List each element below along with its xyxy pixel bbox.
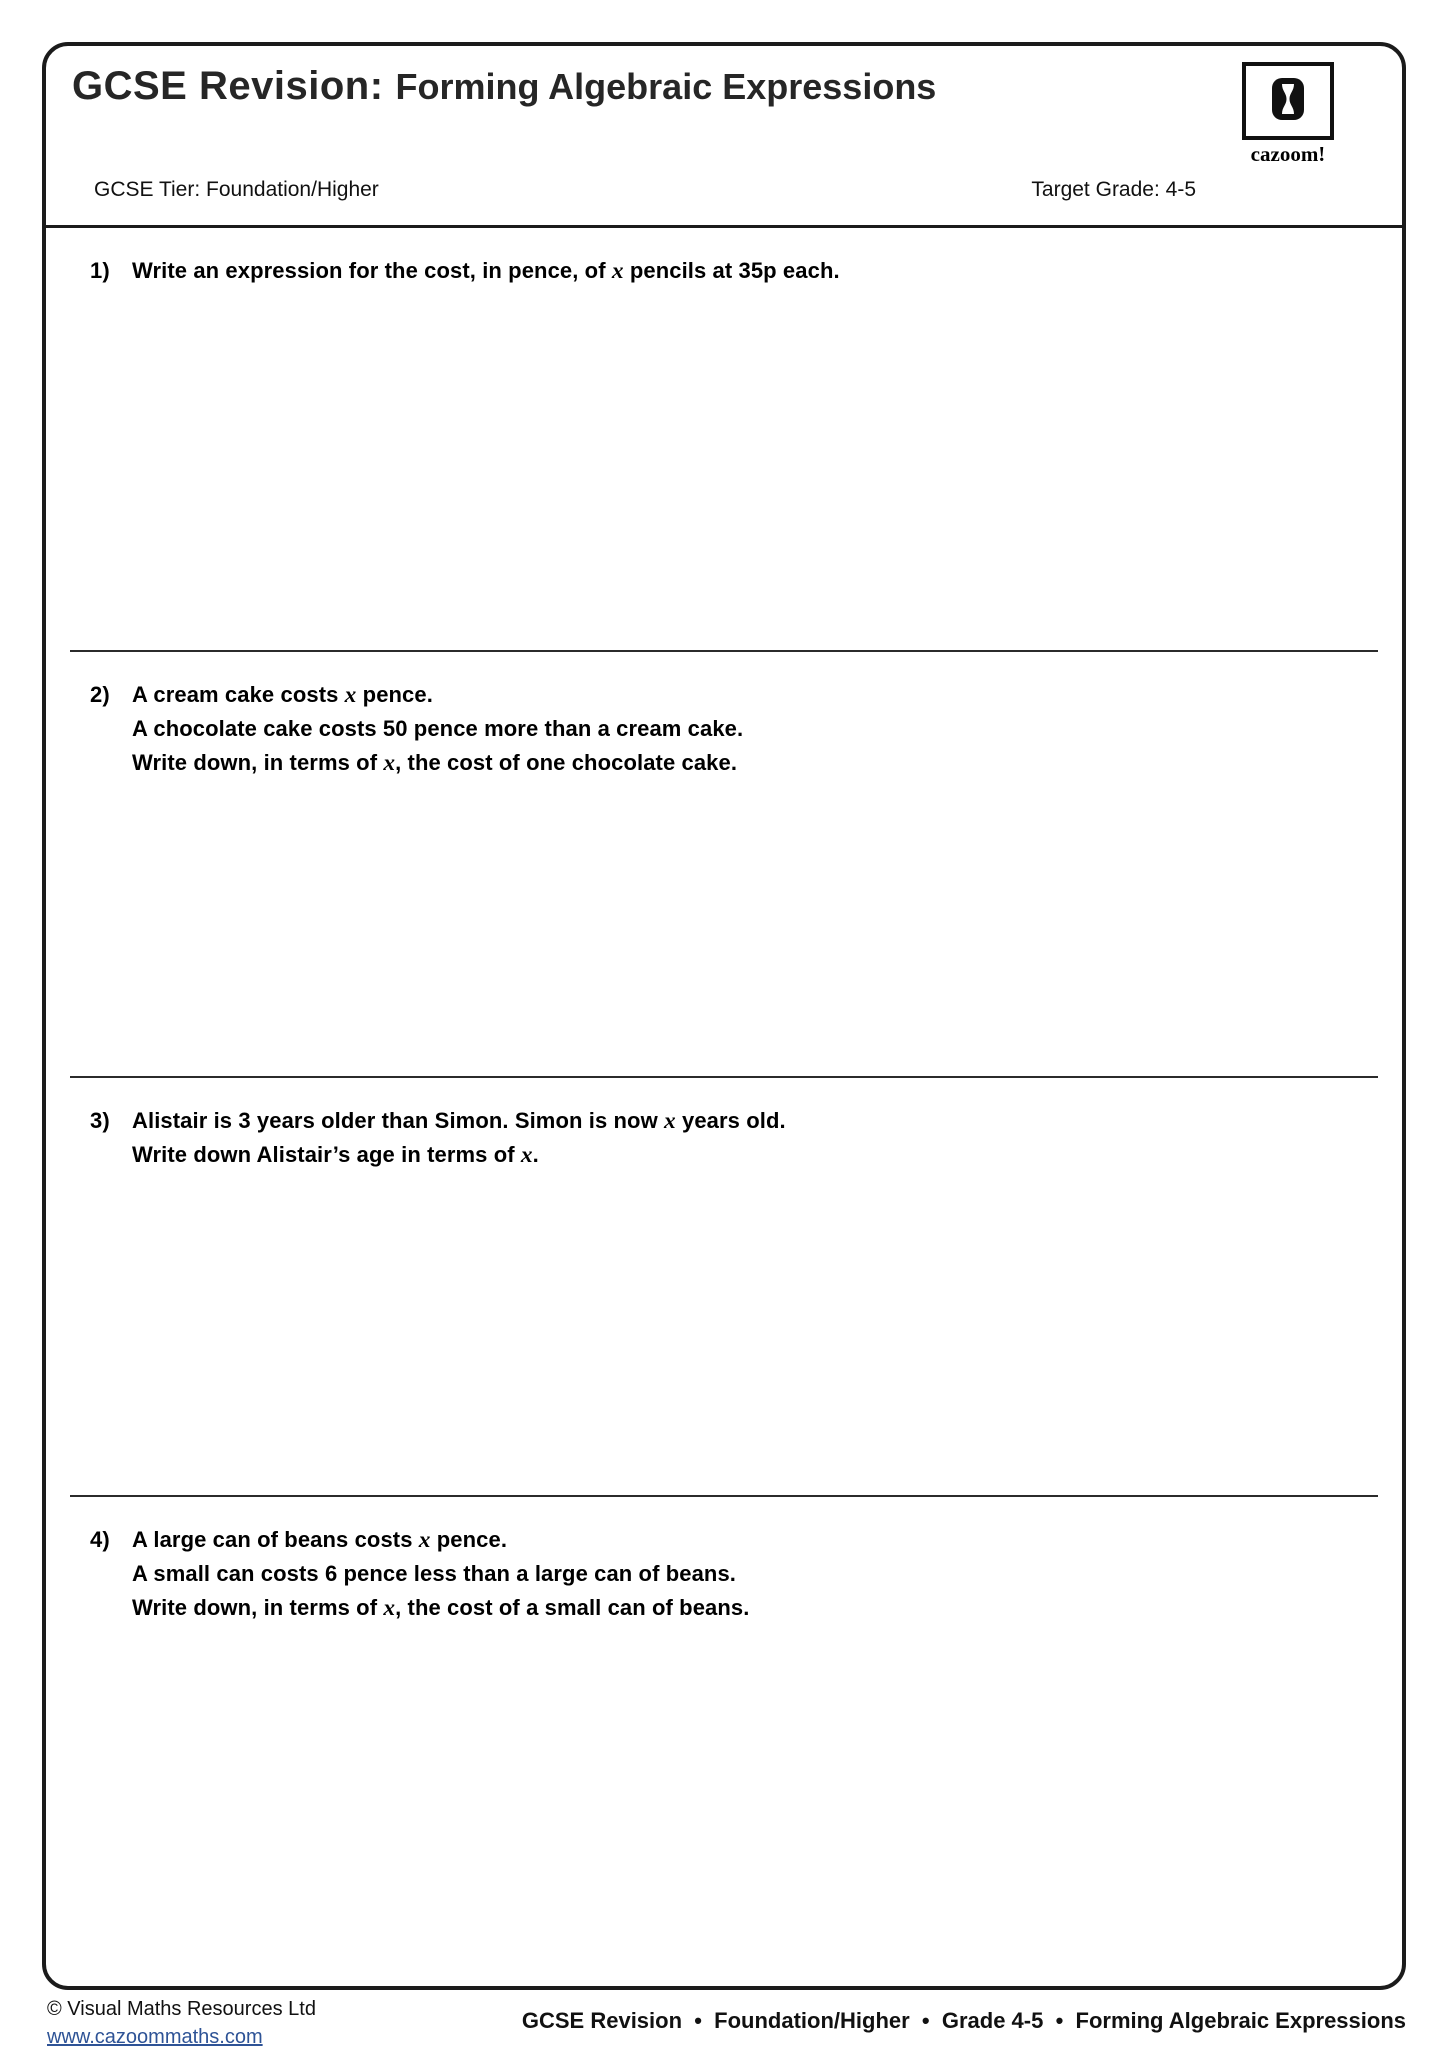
question-line: Write down Alistair’s age in terms of x.	[132, 1142, 539, 1168]
question-4-section	[46, 1497, 1402, 1986]
question-3	[46, 1078, 1402, 1172]
question-number: 1)	[90, 258, 110, 283]
question-2-section	[46, 652, 1402, 1076]
answer-space	[46, 1172, 1402, 1495]
cazoom-logo-text: cazoom!	[1250, 142, 1326, 166]
question-text	[132, 678, 1352, 780]
question-line: A large can of beans costs x pence.	[132, 1527, 508, 1553]
question-4	[46, 1497, 1402, 1625]
question-text	[132, 1523, 1352, 1625]
question-1	[46, 228, 1402, 288]
question-line: Write down, in terms of x, the cost of a small can of beans.	[132, 1595, 750, 1621]
question-line: A cream cake costs x pence.	[132, 682, 433, 708]
cazoom-logo	[1238, 62, 1338, 167]
question-text	[132, 254, 1352, 288]
question-number: 2)	[90, 682, 110, 707]
hourglass-icon	[1268, 76, 1308, 127]
cazoom-logo-box	[1242, 62, 1334, 140]
question-line: A small can costs 6 pence less than a large can of beans.	[132, 1561, 737, 1586]
worksheet-sheet	[42, 42, 1406, 1990]
question-line: Write an expression for the cost, in pence, of x pencils at 35p each.	[132, 258, 840, 284]
title-prefix: GCSE Revision:	[72, 64, 384, 108]
question-number: 4)	[90, 1527, 110, 1552]
question-line: A chocolate cake costs 50 pence more than a cream cake.	[132, 716, 744, 741]
question-text	[132, 1104, 1352, 1172]
title-main: Forming Algebraic Expressions	[395, 66, 937, 107]
question-line: Write down, in terms of x, the cost of one chocolate cake.	[132, 750, 738, 776]
footer-breadcrumb: GCSE Revision • Foundation/Higher • Grade 4-5 • Forming Algebraic Expressions	[521, 2008, 1406, 2033]
page-title	[72, 64, 936, 109]
tier-label: GCSE Tier: Foundation/Higher	[94, 178, 379, 201]
worksheet-header	[46, 46, 1402, 228]
website-link[interactable]: www.cazoommaths.com	[47, 2026, 263, 2048]
answer-space	[46, 288, 1402, 650]
question-line: Alistair is 3 years older than Simon. Simon is now x years old.	[132, 1108, 786, 1134]
header-sub-row	[94, 178, 1196, 202]
target-grade-label: Target Grade: 4-5	[1031, 178, 1196, 201]
question-3-section	[46, 1078, 1402, 1495]
question-number: 3)	[90, 1108, 110, 1133]
answer-space	[46, 1625, 1402, 1986]
answer-space	[46, 780, 1402, 1076]
copyright-text: © Visual Maths Resources Ltd	[47, 1998, 316, 2020]
question-2	[46, 652, 1402, 780]
question-1-section	[46, 228, 1402, 650]
